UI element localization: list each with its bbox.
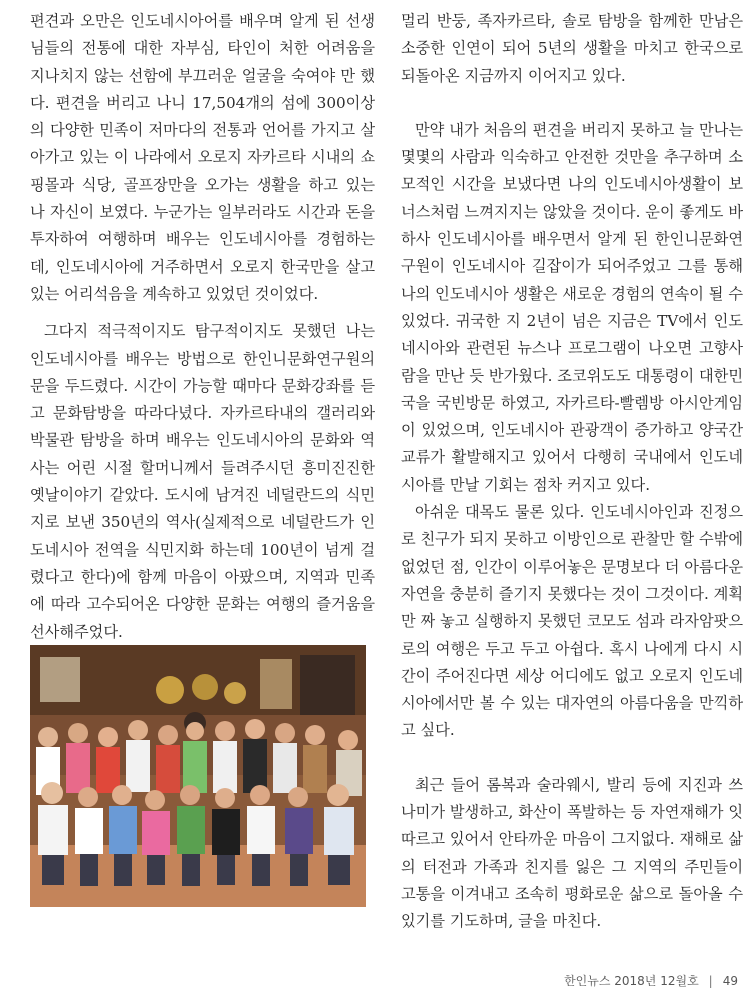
article-paragraph: 만약 내가 처음의 편견을 버리지 못하고 늘 만나는 몇몇의 사람과 익숙하고 안전한 것만을 추구하며 소모적인 시간을 보냈다면 나의 인도네시아생활이 보너스처럼 느껴지지는 않았을 것이다. 운이 좋게도 바하사 인도네시아를 배우면서 알게 된 한인니문화연구원이 인도네시아 길잡이가 되어주었고 그를 통해 나의 인도네시아 생활은 새로운 경험의 연속이 될 수 있었다. 귀국한 지 2년이 넘은 지금은 TV에서 인도네시아와 관련된 뉴스나 프로그램이 나오면 고향사람을 만난 듯 반가웠다. 조코위도도 대통령이 대한민국을 국빈방문 하였고, 자카르타-빨렘방 아시안게임이 있었으며, 인도네시아 관광객이 증가하고 양국간 교류가 활발해지고 있어서 다행히 국내에서 인도네시아를 만날 기회는 점차 커지고 있다. (401, 120, 743, 494)
article-paragraph: 아쉬운 대목도 물론 있다. 인도네시아인과 진정으로 친구가 되지 못하고 이방인으로 관찰만 할 수밖에 없었던 점, 인간이 이루어놓은 문명보다 더 아름다운 자연을 충분히 즐기지 못했다는 것이 그것이다. 계획만 짜 놓고 실행하지 못했던 코모도 섬과 라자암팟으로의 여행은 두고 두고 아쉽다. 혹시 나에게 다시 시간이 주어진다면 세상 어디에도 없고 오로지 인도네시아에서만 볼 수 있는 대자연의 아름다움을 만끽하고 싶다. (401, 503, 743, 740)
group-photo (30, 645, 366, 907)
article-paragraph: 편견과 오만은 인도네시아어를 배우며 알게 된 선생님들의 전통에 대한 자부심, 타인이 처한 어려움을 지나치지 않는 선함에 부끄러운 얼굴을 숙여야 만 했다. 편견을 버리고 나니 17,504개의 섬에 300이상의 다양한 민족이 저마다의 전통과 언어를 가지고 살아가고 있는 이 나라에서 오로지 자카르타 시내의 쇼핑몰과 식당, 골프장만을 오가는 생활을 하고 있는 나 자신이 보였다. 누군가는 일부러라도 시간과 돈을 투자하여 여행하며 배우는 인도네시아를 경험하는데, 인도네시아에 거주하면서 오로지 한국만을 살고 있는 어리석음을 계속하고 있었던 것이었다. (30, 12, 375, 303)
page-number: 49 (722, 974, 738, 988)
left-column (30, 8, 375, 646)
article-paragraph: 그다지 적극적이지도 탐구적이지도 못했던 나는 인도네시아를 배우는 방법으로 한인니문화연구원의 문을 두드렸다. 시간이 가능할 때마다 문화강좌를 듣고 문화탐방을 따라다녔다. 자카르타내의 갤러리와 박물관 탐방을 하며 배우는 인도네시아의 문화와 역사는 어린 시절 할머니께서 들려주시던 흥미진진한 옛날이야기 같았다. 도시에 남겨진 네덜란드의 식민지로 보낸 350년의 역사(실제적으로 네덜란드가 인도네시아 전역을 식민지화 하는데 100년이 넘게 걸렸다고 한다)에 함께 마음이 아팠으며, 지역과 민족에 따라 고수되어온 다양한 문화는 여행의 즐거움을 선사해주었다. (30, 322, 375, 641)
right-column (401, 8, 743, 936)
publication-name: 한인뉴스 2018년 12월호 (564, 974, 699, 988)
page-footer (564, 972, 738, 989)
footer-separator: | (708, 974, 713, 988)
article-paragraph: 멀리 반둥, 족자카르타, 솔로 탐방을 함께한 만남은 소중한 인연이 되어 5년의 생활을 마치고 한국으로 되돌아온 지금까지 이어지고 있다. (401, 12, 743, 85)
article-paragraph: 최근 들어 롬복과 술라웨시, 발리 등에 지진과 쓰나미가 발생하고, 화산이 폭발하는 등 자연재해가 잇따르고 있어서 안타까운 마음이 그지없다. 재해로 삶의 터전과 가족과 친지를 잃은 그 지역의 주민들이 고통을 이겨내고 조속히 평화로운 삶으로 돌아올 수 있기를 기도하며, 글을 마친다. (401, 775, 743, 931)
